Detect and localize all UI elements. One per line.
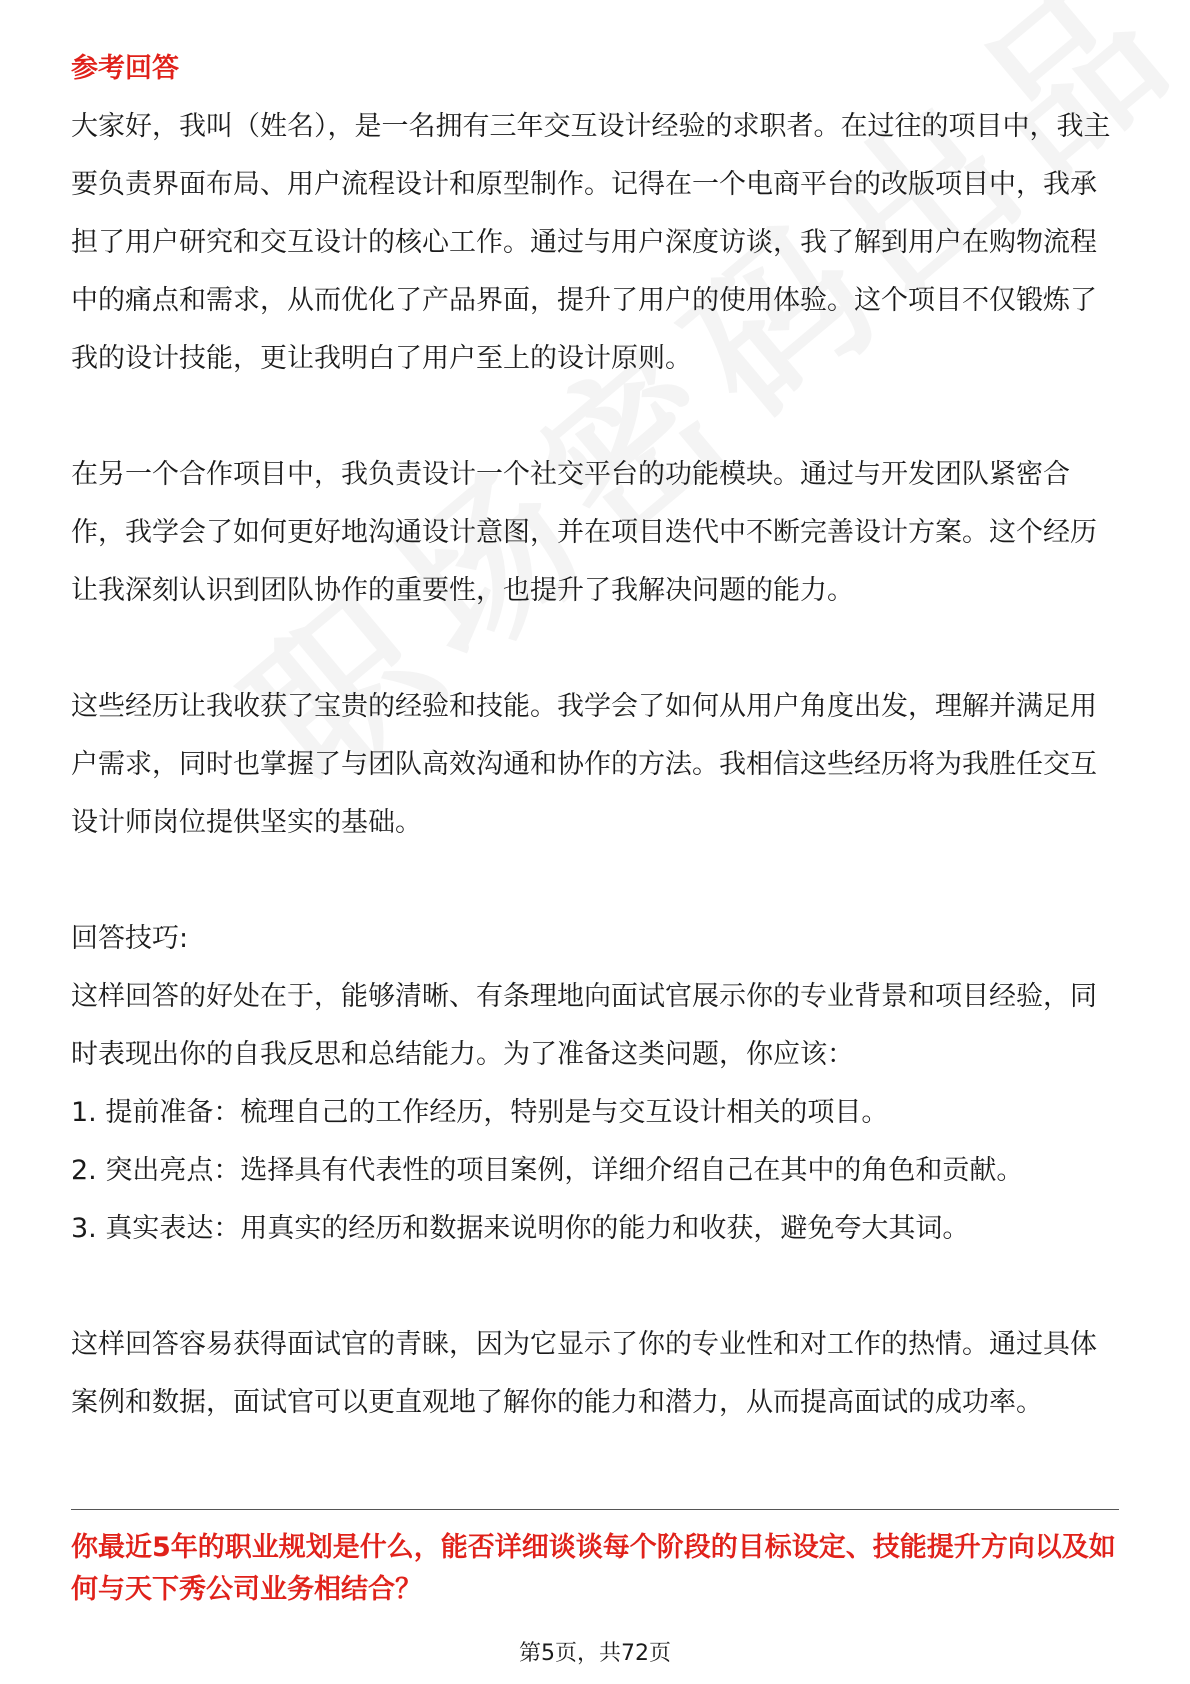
answer-paragraph: 这些经历让我收获了宝贵的经验和技能。我学会了如何从用户角度出发，理解并满足用户需求，同时也掌握了与团队高效沟通和协作的方法。我相信这些经历将为我胜任交互设计师岗位提供坚实的基础。 xyxy=(71,691,1097,838)
answer-heading: 参考回答 xyxy=(71,53,179,84)
tips-list-item: 3. 真实表达：用真实的经历和数据来说明你的能力和收获，避免夸大其词。 xyxy=(71,1213,970,1244)
answer-paragraph: 在另一个合作项目中，我负责设计一个社交平台的功能模块。通过与开发团队紧密合作，我学会了如何更好地沟通设计意图，并在项目迭代中不断完善设计方案。这个经历让我深刻认识到团队协作的重要性，也提升了我解决问题的能力。 xyxy=(71,459,1097,606)
tips-heading: 回答技巧: xyxy=(71,923,189,954)
page-footer: 第5页，共72页 xyxy=(519,1641,671,1666)
answer-paragraph: 大家好，我叫（姓名），是一名拥有三年交互设计经验的求职者。在过往的项目中，我主要负责界面布局、用户流程设计和原型制作。记得在一个电商平台的改版项目中，我承担了用户研究和交互设计的核心工作。通过与用户深度访谈，我了解到用户在购物流程中的痛点和需求，从而优化了产品界面，提升了用户的使用体验。这个项目不仅锻炼了我的设计技能，更让我明白了用户至上的设计原则。 xyxy=(71,111,1111,374)
section-divider xyxy=(71,1509,1119,1510)
tips-conclusion: 这样回答容易获得面试官的青睐，因为它显示了你的专业性和对工作的热情。通过具体案例和数据，面试官可以更直观地了解你的能力和潜力，从而提高面试的成功率。 xyxy=(71,1329,1097,1418)
tips-list-item: 2. 突出亮点：选择具有代表性的项目案例，详细介绍自己在其中的角色和贡献。 xyxy=(71,1155,1024,1186)
tips-list xyxy=(71,1084,1119,1258)
tips-intro: 这样回答的好处在于，能够清晰、有条理地向面试官展示你的专业背景和项目经验，同时表现出你的自我反思和总结能力。为了准备这类问题，你应该： xyxy=(71,981,1097,1070)
tips-list-item: 1. 提前准备：梳理自己的工作经历，特别是与交互设计相关的项目。 xyxy=(71,1097,889,1128)
next-question: 你最近5年的职业规划是什么，能否详细谈谈每个阶段的目标设定、技能提升方向以及如何与天下秀公司业务相结合？ xyxy=(71,1532,1116,1605)
document-body xyxy=(71,40,1119,1432)
